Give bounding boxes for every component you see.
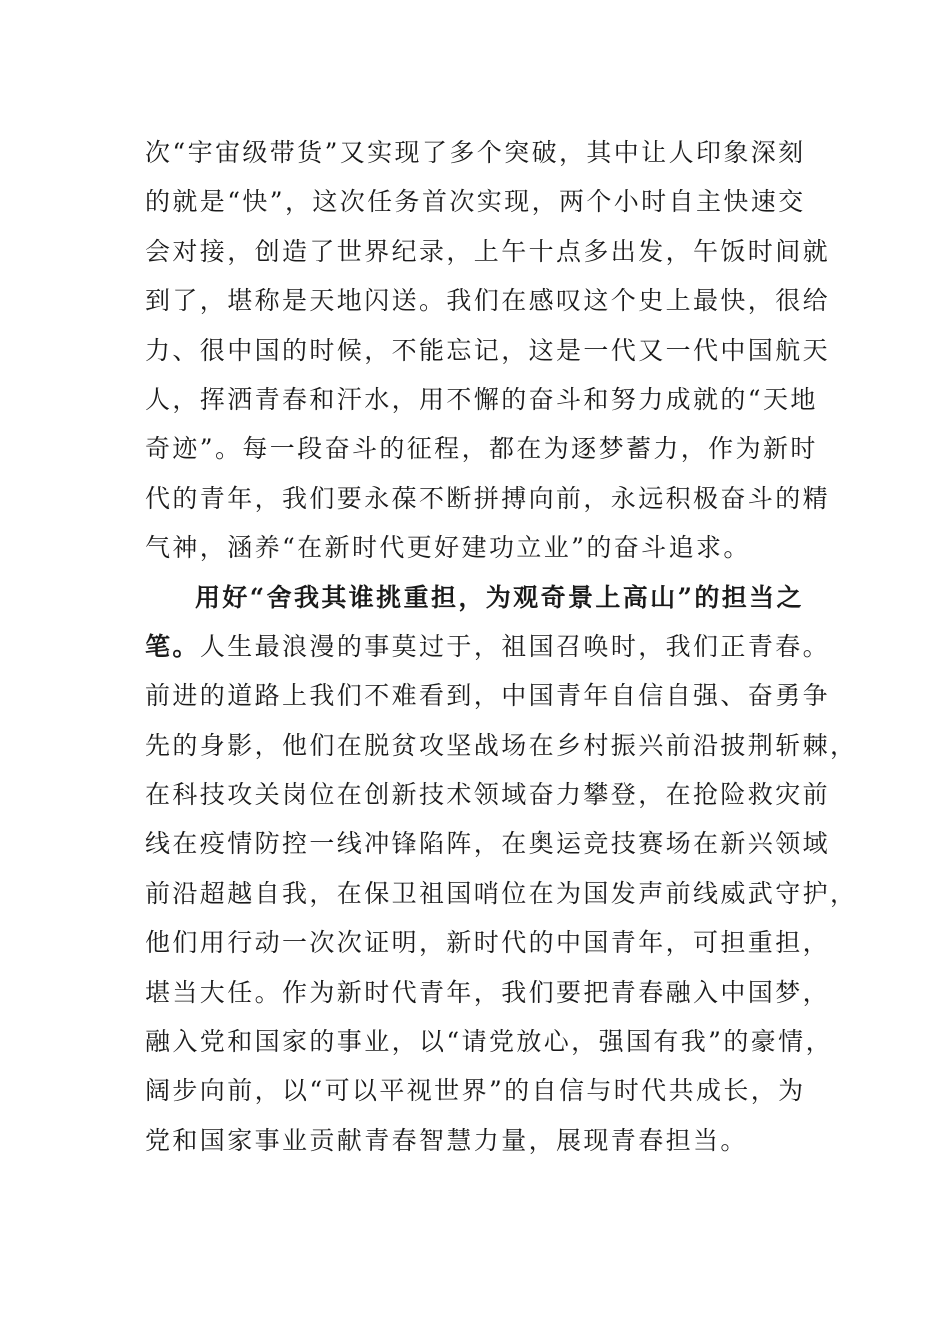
text-line: 他们用行动一次次证明，新时代的中国青年，可担重担， (145, 928, 831, 958)
text-line: 阔步向前，以“可以平视世界”的自信与时代共成长，为 (145, 1076, 806, 1106)
text-line: 线在疫情防控一线冲锋陷阵，在奥运竞技赛场在新兴领域 (145, 829, 831, 859)
text-line: 人，挥洒青春和汗水，用不懈的奋斗和努力成就的“天地 (145, 384, 818, 414)
text-line: 到了，堪称是天地闪送。我们在感叹这个史上最快，很给 (145, 286, 831, 316)
text-line (145, 622, 831, 671)
text-line: 的就是“快”，这次任务首次实现，两个小时自主快速交 (145, 187, 806, 217)
text-line: 前沿超越自我，在保卫祖国哨位在为国发声前线威武守护， (145, 878, 858, 908)
text-line: 在科技攻关岗位在创新技术领域奋力攀登，在抢险救灾前 (145, 780, 831, 810)
text-line: 先的身影，他们在脱贫攻坚战场在乡村振兴前沿披荆斩棘， (145, 730, 858, 760)
text-line: 气神，涵养“在新时代更好建功立业”的奋斗追求。 (145, 533, 751, 563)
text-line: 力、很中国的时候，不能忘记，这是一代又一代中国航天 (145, 335, 831, 365)
document-body (145, 128, 858, 1165)
text-span: 人生最浪漫的事莫过于，祖国召唤时，我们正青春。 (199, 631, 831, 661)
text-line: 次“宇宙级带货”又实现了多个突破，其中让人印象深刻 (145, 138, 806, 167)
text-line: 奇迹”。每一段奋斗的征程，都在为逐梦蓄力，作为新时 (145, 434, 818, 464)
text-line: 会对接，创造了世界纪录，上午十点多出发，午饭时间就 (145, 236, 831, 266)
paragraph-1 (145, 128, 831, 573)
section-heading: 用好“舍我其谁挑重担，为观奇景上高山”的担当之 (195, 582, 804, 612)
section-heading-end: 笔。 (145, 631, 200, 661)
text-line: 代的青年，我们要永葆不断拼搏向前，永远积极奋斗的精 (145, 483, 831, 513)
text-line: 堪当大任。作为新时代青年，我们要把青春融入中国梦， (145, 977, 831, 1007)
text-line: 融入党和国家的事业，以“请党放心，强国有我”的豪情， (145, 1027, 833, 1057)
text-line: 前进的道路上我们不难看到，中国青年自信自强、奋勇争 (145, 681, 831, 711)
paragraph-2 (145, 573, 858, 1166)
text-line: 党和国家事业贡献青春智慧力量，展现青春担当。 (145, 1125, 748, 1155)
